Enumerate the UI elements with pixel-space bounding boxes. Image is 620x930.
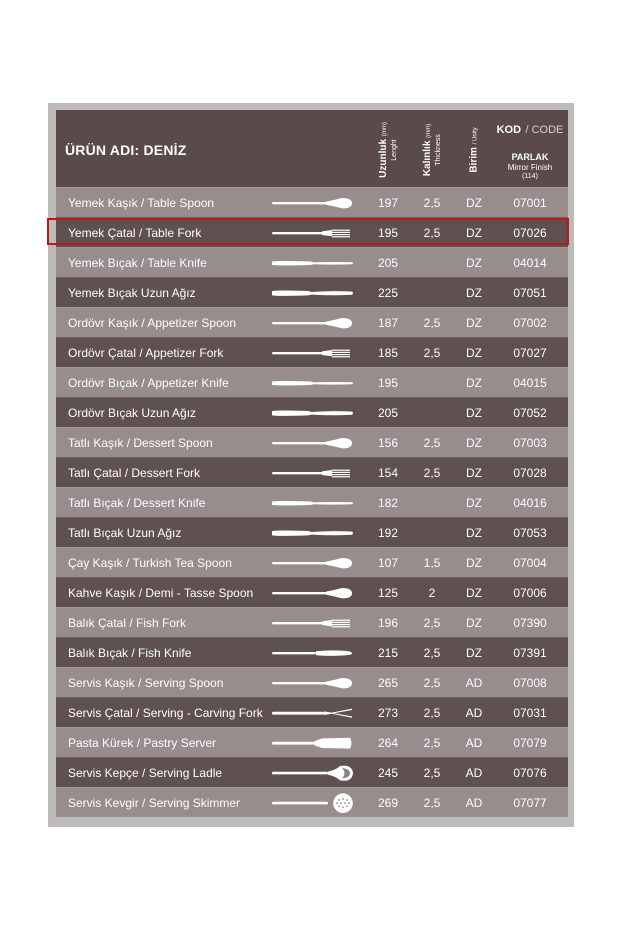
product-name: Tatlı Bıçak Uzun Ağız (68, 526, 182, 540)
length-value: 185 (377, 346, 399, 360)
fish-knife-icon (270, 643, 354, 663)
length-value: 195 (377, 376, 399, 390)
spoon-icon (270, 433, 354, 453)
table-row (56, 517, 568, 547)
unit-value: AD (465, 706, 483, 720)
table-row (56, 607, 568, 637)
spoon-icon (270, 193, 354, 213)
thickness-unit: (mm) (426, 123, 432, 138)
table-row (56, 187, 568, 217)
product-name: Servis Çatal / Serving - Carving Fork (68, 706, 263, 720)
length-value: 205 (377, 256, 399, 270)
unit-value: DZ (466, 586, 482, 600)
length-value: 195 (377, 226, 399, 240)
thickness-value: 2,5 (423, 706, 441, 720)
unit-column-header (459, 110, 489, 187)
product-code: 04014 (513, 256, 547, 270)
fork-icon (270, 613, 354, 633)
code-label: / CODE (525, 124, 564, 136)
length-label: Uzunluk (378, 138, 389, 178)
table-row (56, 277, 568, 307)
product-name: Kahve Kaşık / Demi - Tasse Spoon (68, 586, 254, 600)
table-row (56, 577, 568, 607)
product-code: 04016 (513, 496, 547, 510)
ladle-icon (270, 763, 354, 783)
product-code: 07077 (513, 796, 547, 810)
product-name: Yemek Kaşık / Table Spoon (68, 196, 215, 210)
pastry-server-icon (270, 733, 354, 753)
length-value: 182 (377, 496, 399, 510)
finish-number: (114) (522, 173, 538, 180)
product-code: 07001 (513, 196, 547, 210)
product-name: Yemek Bıçak Uzun Ağız (68, 286, 196, 300)
unit-value: DZ (466, 376, 482, 390)
product-code: 07031 (513, 706, 547, 720)
product-code: 07006 (513, 586, 547, 600)
unit-label-en: / Unity (472, 127, 479, 145)
long-knife-icon (270, 283, 354, 303)
thickness-value: 2,5 (423, 316, 441, 330)
thickness-column-header (417, 110, 447, 187)
thickness-value: 2,5 (423, 736, 441, 750)
product-title: ÜRÜN ADI: DENİZ (65, 142, 187, 158)
unit-value: DZ (466, 286, 482, 300)
thickness-value: 2,5 (423, 226, 441, 240)
unit-value: DZ (466, 556, 482, 570)
length-value: 125 (377, 586, 399, 600)
product-code: 07052 (513, 406, 547, 420)
length-value: 245 (377, 766, 399, 780)
table-row (56, 637, 568, 667)
knife-icon (270, 493, 354, 513)
table-row (56, 457, 568, 487)
product-code: 07390 (513, 616, 547, 630)
product-code: 07008 (513, 676, 547, 690)
product-code: 07079 (513, 736, 547, 750)
long-knife-icon (270, 523, 354, 543)
knife-icon (270, 373, 354, 393)
unit-value: AD (465, 736, 483, 750)
unit-value: DZ (466, 196, 482, 210)
length-value: 192 (377, 526, 399, 540)
product-name: Servis Kepçe / Serving Ladle (68, 766, 223, 780)
table-row (56, 727, 568, 757)
length-value: 154 (377, 466, 399, 480)
unit-value: DZ (466, 496, 482, 510)
thickness-label-en: Thickness (435, 134, 442, 166)
length-value: 205 (377, 406, 399, 420)
fork-icon (270, 343, 354, 363)
table-row (56, 697, 568, 727)
product-name: Ordövr Kaşık / Appetizer Spoon (68, 316, 237, 330)
length-value: 156 (377, 436, 399, 450)
product-name: Servis Kevgir / Serving Skimmer (68, 796, 241, 810)
product-code: 07026 (513, 226, 547, 240)
unit-value: DZ (466, 226, 482, 240)
knife-icon (270, 253, 354, 273)
product-name: Yemek Bıçak / Table Knife (68, 256, 207, 270)
thickness-label: Kalınlık (422, 140, 433, 177)
spoon-icon (270, 553, 354, 573)
product-code: 07076 (513, 766, 547, 780)
unit-value: DZ (466, 646, 482, 660)
skimmer-icon (270, 793, 354, 813)
unit-value: DZ (466, 526, 482, 540)
length-value: 264 (377, 736, 399, 750)
table-row (56, 427, 568, 457)
table-row (56, 547, 568, 577)
selected-row-highlight (47, 218, 569, 245)
unit-value: DZ (466, 436, 482, 450)
thickness-value: 2,5 (423, 466, 441, 480)
product-code: 07053 (513, 526, 547, 540)
table-row (56, 247, 568, 277)
length-value: 197 (377, 196, 399, 210)
product-code: 07004 (513, 556, 547, 570)
unit-label: Birim (468, 147, 480, 173)
unit-value: AD (465, 796, 483, 810)
product-name: Tatlı Çatal / Dessert Fork (68, 466, 201, 480)
code-column-header (494, 120, 566, 180)
length-value: 215 (377, 646, 399, 660)
table-row (56, 397, 568, 427)
thickness-value: 2,5 (423, 346, 441, 360)
table-row (56, 367, 568, 397)
unit-value: DZ (466, 316, 482, 330)
product-name: Ordövr Çatal / Appetizer Fork (68, 346, 224, 360)
length-value: 273 (377, 706, 399, 720)
product-name: Çay Kaşık / Turkish Tea Spoon (68, 556, 232, 570)
finish-label-tr: PARLAK (511, 152, 549, 162)
unit-value: AD (465, 766, 483, 780)
product-name: Pasta Kürek / Pastry Server (68, 736, 217, 750)
length-value: 107 (377, 556, 399, 570)
length-unit: (mm) (382, 122, 388, 137)
product-name: Tatlı Kaşık / Dessert Spoon (68, 436, 213, 450)
unit-value: DZ (466, 346, 482, 360)
kod-label: KOD (496, 124, 522, 136)
unit-value: AD (465, 676, 483, 690)
thickness-value: 1,5 (423, 556, 441, 570)
unit-value: DZ (466, 406, 482, 420)
product-code: 07391 (513, 646, 547, 660)
product-code: 04015 (513, 376, 547, 390)
product-code: 07027 (513, 346, 547, 360)
product-table (56, 110, 568, 817)
length-value: 196 (377, 616, 399, 630)
thickness-value: 2,5 (423, 436, 441, 450)
table-row (56, 487, 568, 517)
unit-value: DZ (466, 256, 482, 270)
fork-icon (270, 463, 354, 483)
length-value: 265 (377, 676, 399, 690)
product-name: Ordövr Bıçak / Appetizer Knife (68, 376, 229, 390)
finish-label-en: Mirror Finish (507, 163, 553, 172)
thickness-value: 2 (428, 586, 436, 600)
product-name: Ordövr Bıçak Uzun Ağız (68, 406, 197, 420)
product-name: Tatlı Bıçak / Dessert Knife (68, 496, 206, 510)
thickness-value: 2,5 (423, 676, 441, 690)
thickness-value: 2,5 (423, 196, 441, 210)
length-label-en: Lenght (391, 139, 398, 161)
carving-fork-icon (270, 703, 354, 723)
long-knife-icon (270, 403, 354, 423)
product-code: 07028 (513, 466, 547, 480)
table-row (56, 337, 568, 367)
table-row (56, 307, 568, 337)
unit-value: DZ (466, 616, 482, 630)
spoon-icon (270, 583, 354, 603)
product-name: Servis Kaşık / Serving Spoon (68, 676, 224, 690)
product-name: Yemek Çatal / Table Fork (68, 226, 202, 240)
spoon-icon (270, 313, 354, 333)
table-row (56, 757, 568, 787)
product-code: 07051 (513, 286, 547, 300)
product-name: Balık Çatal / Fish Fork (68, 616, 187, 630)
product-code: 07002 (513, 316, 547, 330)
thickness-value: 2,5 (423, 766, 441, 780)
length-value: 187 (377, 316, 399, 330)
table-header (56, 110, 568, 187)
product-name: Balık Bıçak / Fish Knife (68, 646, 192, 660)
spoon-icon (270, 673, 354, 693)
table-row (56, 787, 568, 817)
table-row (56, 667, 568, 697)
thickness-value: 2,5 (423, 616, 441, 630)
length-value: 269 (377, 796, 399, 810)
unit-value: DZ (466, 466, 482, 480)
thickness-value: 2,5 (423, 796, 441, 810)
table-body (56, 187, 568, 817)
thickness-value: 2,5 (423, 646, 441, 660)
length-column-header (373, 110, 403, 187)
length-value: 225 (377, 286, 399, 300)
product-code: 07003 (513, 436, 547, 450)
